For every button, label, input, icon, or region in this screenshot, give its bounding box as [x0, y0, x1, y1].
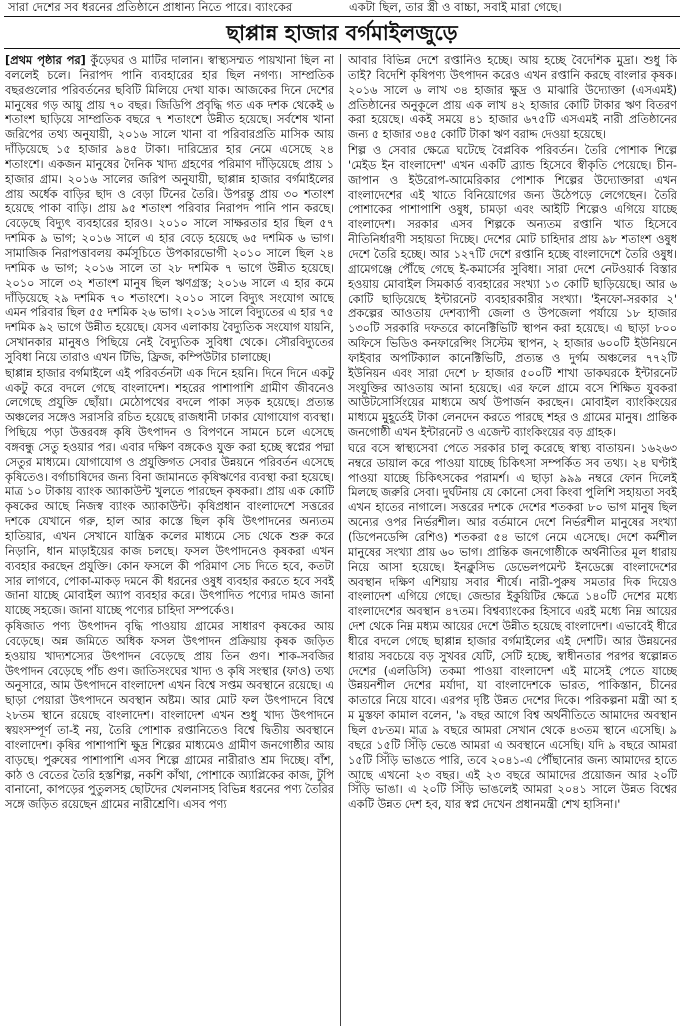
continuation-marker: [প্রথম পৃষ্ঠার পর]	[5, 54, 86, 67]
paragraph: ছাপ্পান্ন হাজার বর্গমাইলে এই পরিবর্তনটা এক দিনে হয়নি। দিনে দিনে একটু একটু করে বদলে গেছে বাংলাদেশ। শহরের পাশাপাশি গ্রামীণ জীবনেও লেগেছে প্রযুক্তি ছোঁয়া। মেঠোপথের বদলে পাকা সড়ক হয়েছে। প্রত্যন্ত অঞ্চলের সঙ্গেও সরাসরি রচিত হয়েছে রাজধানী ঢাকার যোগাযোগ ব্যবস্থা। পিছিয়ে পড়া উত্তরবঙ্গ কৃষি উৎপাদন ও বিপণনে সামনে চলে এসেছে বঙ্গবন্ধু সেতু হওয়ার পর। এবার দক্ষিণ বঙ্গকেও যুক্ত করা হচ্ছে স্বপ্নের পদ্মা সেতুর মাধ্যমে। যোগাযোগ ও প্রযুক্তিগত সেবার উন্নয়নে পরিবর্তন এসেছে কৃষিতেও। বর্গাচাষিদের জন্য বিনা জামানতে কৃষিঋণের ব্যবস্থা করা হয়েছে। মাত্র ১০ টাকায় ব্যাংক অ্যাকাউন্ট খুলতে পারছেন কৃষকরা। প্রায় এক কোটি কৃষকের আছে নিজস্ব ব্যাংক অ্যাকাউন্ট। কৃষিপ্রধান বাংলাদেশে সত্তরের দশকে যেখানে গরু, হাল আর কাস্তে ছিল কৃষি উৎপাদনের অন্যতম হাতিয়ার, এখন সেখানে যান্ত্রিক কলের মাধ্যমে সেচ থেকে শুরু করে নিড়ানি, ধান মাড়াইয়ের কাজ চলছে। ফসল উৎপাদনেও কৃষকরা এখন ব্যবহার করছেন প্রযুক্তি। কোন ফসলে কী পরিমাণ সেচ দিতে হবে, কতটা সার লাগবে, পোকা-মাকড় দমনে কী ধরনের ওষুধ ব্যবহার করতে হবে সবই জানা যাচ্ছে মোবাইল অ্যাপ ব্যবহার করে। উৎপাদিত পণ্যের দামও জানা যাচ্ছে সহজে। জানা যাচ্ছে পণ্যের চাহিদা সম্পর্কেও।	[5, 366, 334, 618]
article-column-right	[348, 54, 677, 1030]
paragraph-text: কুঁড়েঘর ও মাটির দালান। স্বাস্থ্যসম্মত পায়খানা ছিল না বললেই চলে। নিরাপদ পানি ব্যবহারের হার ছিল নগণ্য। সাম্প্রতিক বছরগুলোর পরিবর্তনের ছবিটি মিলিয়ে দেখা যাক। আজকের দিনে দেশের মানুষের গড় আয়ু প্রায় ৭০ বছর। জিডিপি প্রবৃদ্ধি গত এক দশক থেকেই ৬ শতাংশ ছাড়িয়ে সাম্প্রতিক বছরে ৭ শতাংশে উন্নীত হয়েছে। সর্বশেষ খানা জরিপের তথ্য অনুযায়ী, ২০১৬ সালে খানা বা পরিবারপ্রতি মাসিক আয় দাঁড়িয়েছে ১৫ হাজার ৯৪৫ টাকা। দারিদ্র্যের হার নেমে এসেছে ২৪ শতাংশে। একজন মানুষের দৈনিক খাদ্য গ্রহণের পরিমাণ দাঁড়িয়েছে প্রায় ১ হাজার গ্রাম। ২০১৬ সালের জরিপ অনুযায়ী, ছাপ্পান্ন হাজার বর্গমাইলের প্রায় অর্ধেক বাড়ির ছাদ ও বেড়া টিনের তৈরি। উপরন্তু প্রায় ৩০ শতাংশ হয়েছে পাকা বাড়ি। প্রায় ৯৫ শতাংশ পরিবার নিরাপদ পানি পান করছে। বেড়েছে বিদ্যুৎ ব্যবহারের হারও। ২০১০ সালে সাক্ষরতার হার ছিল ৫৭ দশমিক ৯ ভাগ; ২০১৬ সালে এ হার বেড়ে হয়েছে ৬৫ দশমিক ৬ ভাগ। সামাজিক নিরাপত্তাবলয় কর্মসূচিতে উপকারভোগী ২০১০ সালে ছিল ২৪ দশমিক ৬ ভাগ; ২০১৬ সালে তা ২৮ দশমিক ৭ ভাগে উন্নীত হয়েছে। ২০১০ সালে ৩২ শতাংশ মানুষ ছিল ঋণগ্রস্ত; ২০১৬ সালে এ হার কমে দাঁড়িয়েছে ২৯ দশমিক ৭০ শতাংশে। ২০১০ সালে বিদ্যুৎ সংযোগ আছে এমন পরিবার ছিল ৫৫ দশমিক ২৬ ভাগ। ২০১৬ সালে বিদ্যুতের এ হার ৭৫ দশমিক ৯২ ভাগে উন্নীত হয়েছে। যেসব এলাকায় বৈদ্যুতিক সংযোগ যায়নি, সেখানকার মানুষও পিছিয়ে নেই বৈদ্যুতিক সুবিধা থেকে। সৌরবিদ্যুতের সুবিধা নিয়ে তারাও এখন টিভি, ফ্রিজ, কম্পিউটার চালাচ্ছে।	[5, 54, 334, 364]
previous-article-tail-right: একটা ছিল, তার স্ত্রী ও বাচ্চা, সবাই মারা গেছে।	[349, 0, 562, 14]
paragraph	[5, 54, 334, 366]
article-column-left	[5, 54, 334, 1030]
article-headline: ছাপ্পান্ন হাজার বর্গমাইলজুড়ে	[226, 21, 458, 45]
headline-rule	[4, 48, 680, 49]
paragraph: আবার বিভিন্ন দেশে রপ্তানিও হচ্ছে। আয় হচ্ছে বৈদেশিক মুদ্রা। শুধু কি তাই? বিদেশি কৃষিপণ্য উৎপাদন করেও এখন রপ্তানি করছে বাংলার কৃষক। ২০১৬ সালে ৬ লাখ ৩৪ হাজার ক্ষুদ্র ও মাঝারি উদ্যোক্তা (এসএমই) প্রতিষ্ঠানের অনুকূলে প্রায় এক লাখ ৪২ হাজার কোটি টাকার ঋণ বিতরণ করা হয়েছে। একই সময়ে ৪১ হাজার ৬৭৫টি এসএমই নারী প্রতিষ্ঠানের জন্য ৫ হাজার ৩৪৫ কোটি টাকা ঋণ বরাদ্দ দেওয়া হয়েছে।	[348, 54, 677, 142]
paragraph: কৃষিজাত পণ্য উৎপাদন বৃদ্ধি পাওয়ায় গ্রামের সাধারণ কৃষকের আয় বেড়েছে। অন্ন জমিতে অধিক ফসল উৎপাদন প্রক্রিয়ায় কৃষক জড়িত হওয়ায় খাদ্যশস্যের উৎপাদন বেড়েছে প্রায় তিন গুণ। শাক-সবজির উৎপাদন বেড়েছে পাঁচ গুণ। জাতিসংঘের খাদ্য ও কৃষি সংস্থার (ফাও) তথ্য অনুসারে, আম উৎপাদনে বাংলাদেশ এখন বিশ্বে সপ্তম অবস্থানে রয়েছে। এ ছাড়া পেয়ারা উৎপাদনে অবস্থান অষ্টম। আর মোট ফল উৎপাদনে বিশ্বে ২৮তম স্থানে রয়েছে বাংলাদেশ। বাংলাদেশ এখন শুধু খাদ্য উৎপাদনে স্বয়ংসম্পূর্ণ তা-ই নয়, তৈরি পোশাক রপ্তানিতেও বিশ্বে দ্বিতীয় অবস্থানে বাংলাদেশ। কৃষির পাশাপাশি ক্ষুদ্র শিল্পের মাধ্যমেও গ্রামীণ জনগোষ্ঠীর আয় বাড়ছে। পুরুষের পাশাপাশি এসব শিল্পে গ্রামের নারীরাও শ্রম দিচ্ছে। বাঁশ, কাঠ ও বেতের তৈরি হস্তশিল্প, নকশি কাঁথা, পোশাকে অ্যাপ্লিকের কাজ, টুপি বানানো, কাপড়ের পুতুলসহ ছোটদের খেলনাসহ বিভিন্ন ধরনের পণ্য তৈরির সঙ্গে জড়িত রয়েছেন গ্রামের নারীশ্রেণি। এসব পণ্য	[5, 620, 334, 812]
paragraph: ঘরে বসে স্বাস্থ্যসেবা পেতে সরকার চালু করেছে স্বাস্থ্য বাতায়ন। ১৬২৬৩ নম্বরে ডায়াল করে পাওয়া যাচ্ছে চিকিৎসা সম্পর্কিত সব তথ্য। ২৪ ঘণ্টাই পাওয়া যাচ্ছে চিকিৎসকের পরামর্শ। এ ছাড়া ৯৯৯ নম্বরে ফোন দিলেই মিলছে জরুরি সেবা। দুর্ঘটনায় যে কোনো সেবা কিংবা পুলিশি সহায়তা সবই এখন হাতের নাগালে। সত্তরের দশকে দেশের শতকরা ৮০ ভাগ মানুষ ছিল অন্যের ওপর নির্ভরশীল। আর বর্তমানে দেশে নির্ভরশীল মানুষের সংখ্যা (ডিপেনডেন্সি রেশিও) শতকরা ৫৪ ভাগে নেমে এসেছে। দেশে কর্মশীল মানুষের সংখ্যা প্রায় ৬০ ভাগ। প্রান্তিক জনগোষ্ঠীকে অর্থনীতির মূল ধারায় নিয়ে আসা হয়েছে। ইনক্লুসিভ ডেভেলপমেন্ট ইনডেক্সে বাংলাদেশের অবস্থান দক্ষিণ এশিয়ায় সবার শীর্ষে। নারী-পুরুষ সমতার দিক দিয়েও বাংলাদেশ এগিয়ে গেছে। জেন্ডার ইকুয়িটির ক্ষেত্রে ১৪০টি দেশের মধ্যে বাংলাদেশের অবস্থান ৪৭তম। বিশ্বব্যাংকের হিসাবে এরই মধ্যে নিম্ন আয়ের দেশ থেকে নিম্ন মধ্যম আয়ের দেশে উন্নীত হয়েছে বাংলাদেশ। এভাবেই ধীরে ধীরে বদলে গেছে ছাপ্পান্ন হাজার বর্গমাইলের এই দেশটি। আর উন্নয়নের ধারায় সবচেয়ে বড় সুখবর যেটি, সেটি হচ্ছে, স্বাধীনতার পরপর স্বল্পোন্নত দেশের (এলডিসি) তকমা পাওয়া বাংলাদেশ এই মাসেই পেতে যাচ্ছে উন্নয়নশীল দেশের মর্যাদা, যা বাংলাদেশকে ভারত, পাকিস্তান, চীনের কাতারে নিয়ে যাবে। এরপর দৃষ্টি উন্নত দেশের দিকে। পরিকল্পনা মন্ত্রী আ হ ম মুস্তফা কামাল বলেন, '৯ বছর আগে বিশ্ব অর্থনীতিতে আমাদের অবস্থান ছিল ৫৮তম। মাত্র ৯ বছরে আমরা সেখান থেকে ৪৩তম স্থানে এসেছি। ৯ বছরে ১৫টি সিঁড়ি ভেঙে আমরা এ অবস্থানে এসেছি। যদি ৯ বছরে আমরা ১৫টি সিঁড়ি ভাঙতে পারি, তবে ২০৪১-এ পৌঁছানোর জন্য আমাদের হাতে আছে এখনো ২৩ বছর। এই ২৩ বছরে আমাদের প্রয়োজন আর ২০টি সিঁড়ি ভাঙা। এ ২০টি সিঁড়ি ভাঙলেই আমরা ২০৪১ সালে উন্নত বিশ্বের একটি উন্নত দেশ হব, যার স্বপ্ন দেখেন প্রধানমন্ত্রী শেখ হাসিনা।'	[348, 441, 677, 812]
paragraph: শিল্প ও সেবার ক্ষেত্রে ঘটেছে বৈপ্লবিক পরিবর্তন। তৈরি পোশাক শিল্পে 'মেইড ইন বাংলাদেশ' এখন একটি ব্র্যান্ড হিসেবে স্বীকৃতি পেয়েছে। চীন-জাপান ও ইউরোপ-আমেরিকার পোশাক শিল্পের উদ্যোক্তারা এখন বাংলাদেশের এই খাতে বিনিয়োগের জন্য উঠেপড়ে লেগেছেন। তৈরি পোশাকের পাশাপাশি ওষুধ, চামড়া এবং আইটি শিল্পেও এগিয়ে যাচ্ছে বাংলাদেশ। সরকার এসব শিল্পকে অন্যতম রপ্তানি খাত হিসেবে নীতিনির্ধারণী সহায়তা দিচ্ছে। দেশের মোট চাহিদার প্রায় ৯৮ শতাংশ ওষুধ দেশে তৈরি হচ্ছে। আর ১২৭টি দেশে রপ্তানি হচ্ছে বাংলাদেশে তৈরি ওষুধ। গ্রামেগঞ্জে পৌঁছে গেছে ই-কমার্সের সুবিধা। সারা দেশে নেটওয়ার্ক বিস্তার হওয়ায় মোবাইল সিমকার্ড ব্যবহারের সংখ্যা ১৩ কোটি ছাড়িয়েছে। আর ৬ কোটি ছাড়িয়েছে ইন্টারনেট ব্যবহারকারীর সংখ্যা। 'ইনফো-সরকার ২' প্রকল্পের আওতায় দেশব্যাপী জেলা ও উপজেলা পর্যায়ে ১৮ হাজার ১৩০টি সরকারি দফতরে কানেক্টিভিটি স্থাপন করা হয়েছে। এ ছাড়া ৮০০ অফিসে ভিডিও কনফারেন্সিং সিস্টেম স্থাপন, ২ হাজার ৬০০টি ইউনিয়নে ফাইবার অপটিক্যাল কানেক্টিভিটি, প্রত্যন্ত ও দুর্গম অঞ্চলের ৭৭২টি ইউনিয়ন এবং সারা দেশে ৮ হাজার ৫০০টি শাখা ডাকঘরকে ইন্টারনেট সংযুক্তির আওতায় আনা হয়েছে। এর ফলে গ্রামে বসে শিক্ষিত যুবকরা আউটসোর্সিংয়ের মাধ্যমে অর্থ উপার্জন করছেন। মোবাইল ব্যাংকিংয়ের মাধ্যমে মুহূর্তেই টাকা লেনদেন করতে পারছে শহর ও গ্রামের মানুষ। প্রান্তিক জনগোষ্ঠী এখন ইন্টারনেট ও এজেন্ট ব্যাংকিংয়ের বড় গ্রাহক।	[348, 144, 677, 440]
column-divider	[340, 54, 341, 1026]
top-rule	[4, 16, 680, 17]
previous-article-tail-left: সারা দেশের সব ধরনের প্রতিষ্ঠানে প্রাধান্য নিতে পারে। ব্যাংকের	[8, 0, 293, 14]
